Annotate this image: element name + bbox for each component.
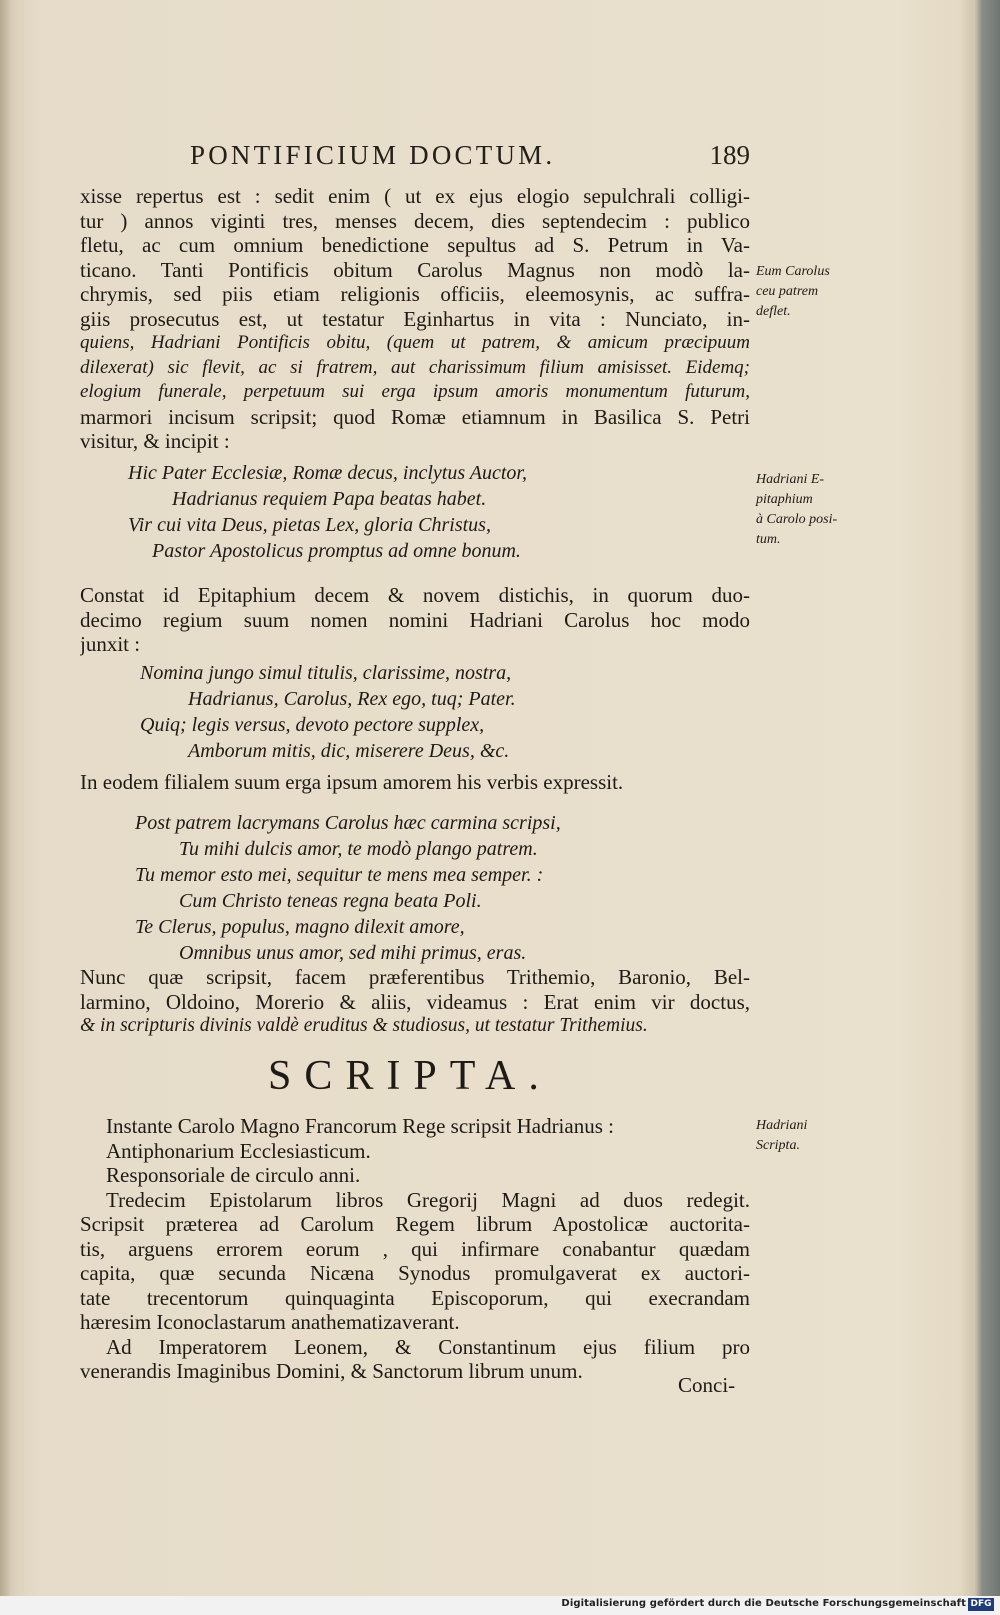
marginal-line: à Carolo posi- xyxy=(756,512,838,527)
paragraph-nunc xyxy=(80,965,750,1039)
text-line: chrymis, sed piis etiam religionis officiis, eleemosynis, ac suffra- xyxy=(80,282,750,306)
text-line: capita, quæ secunda Nicæna Synodus promulgaverat ex auctori- xyxy=(80,1261,750,1285)
verse-line: Nomina jungo simul titulis, clarissime, nostra, xyxy=(140,662,512,684)
verse-line: Post patrem lacrymans Carolus hæc carmina scripsi, xyxy=(135,812,561,834)
marginal-line: Scripta. xyxy=(756,1138,800,1153)
verse-line: Hadrianus, Carolus, Rex ego, tuq; Pater. xyxy=(188,688,516,710)
text-line: visitur, & incipit : xyxy=(80,429,230,453)
verse-line: Amborum mitis, dic, miserere Deus, &c. xyxy=(188,740,510,762)
paragraph-eum-carolus xyxy=(80,184,750,454)
text-line: marmori incisum scripsit; quod Romæ etiamnum in Basilica S. Petri xyxy=(80,404,750,429)
running-title: PONTIFICIUM DOCTUM. xyxy=(190,140,556,170)
text-line: Responsoriale de circulo anni. xyxy=(106,1163,361,1187)
verse-line: Quiq; legis versus, devoto pectore supplex, xyxy=(140,714,485,736)
text-line: venerandis Imaginibus Domini, & Sanctorum librum unum. xyxy=(80,1359,583,1383)
text-line: In eodem filialem suum erga ipsum amorem his verbis expressit. xyxy=(80,770,624,794)
page-number: 189 xyxy=(709,140,750,170)
marginal-line: tum. xyxy=(756,532,781,547)
verse-line: Cum Christo teneas regna beata Poli. xyxy=(179,890,482,912)
text-line: decimo regium suum nomen nomini Hadriani Carolus hoc modo xyxy=(80,607,750,632)
catchword: Conci- xyxy=(678,1373,736,1397)
text-line: hæresim Iconoclastarum anathematizaverant. xyxy=(80,1310,460,1334)
paragraph-constat xyxy=(80,583,750,657)
text-line: Scripsit præterea ad Carolum Regem librum Apostolicæ auctorita- xyxy=(80,1212,750,1236)
verse-line: Omnibus unus amor, sed mihi primus, eras. xyxy=(179,942,527,964)
text-line: giis prosecutus est, ut testatur Eginhartus in vita : Nunciato, in- xyxy=(80,306,750,331)
marginal-note-epitaphium xyxy=(756,470,866,550)
text-line: junxit : xyxy=(80,632,141,656)
text-line: Instante Carolo Magno Francorum Rege scripsit Hadrianus : xyxy=(106,1114,614,1138)
text-line: & in scripturis divinis valdè eruditus & studiosus, ut testatur Trithemius. xyxy=(80,1015,648,1036)
verse-post-patrem xyxy=(135,810,561,966)
text-line: dilexerat) sic flevit, ac si fratrem, aut charissimum filium amisisset. Eidemq; xyxy=(80,356,750,378)
marginal-line: deflet. xyxy=(756,304,791,319)
text-line: Antiphonarium Ecclesiasticum. xyxy=(106,1138,371,1163)
verse-line: Hic Pater Ecclesiæ, Romæ decus, inclytus Auctor, xyxy=(128,462,527,484)
marginal-line: Eum Carolus xyxy=(756,264,830,279)
marginal-note-eum-carolus xyxy=(756,262,866,322)
dfg-logo: DFG xyxy=(968,1598,994,1611)
text-line: Ad Imperatorem Leonem, & Constantinum ejus filium pro xyxy=(106,1334,750,1359)
verse-line: Vir cui vita Deus, pietas Lex, gloria Christus, xyxy=(128,514,491,536)
scripta-list xyxy=(80,1114,750,1384)
text-line: quiens, Hadriani Pontificis obitu, (quem ut patrem, & amicum præcipuum xyxy=(80,332,750,353)
marginal-line: Hadriani E- xyxy=(756,472,825,487)
text-line: tur ) annos viginti tres, menses decem, dies septendecim : publico xyxy=(80,208,750,233)
text-line: fletu, ac cum omnium benedictione sepultus ad S. Petrum in Va- xyxy=(80,233,750,257)
text-line: elogium funerale, perpetuum sui erga ipsum amoris monumentum futurum, xyxy=(80,381,750,402)
verse-nomina xyxy=(140,660,516,764)
page-gutter xyxy=(0,0,12,1615)
text-line: larmino, Oldoino, Morerio & aliis, videamus : Erat enim vir doctus, xyxy=(80,989,750,1014)
text-line: tate trecentorum quinquaginta Episcoporum, qui execrandam xyxy=(80,1285,750,1310)
text-line: ticano. Tanti Pontificis obitum Carolus Magnus non modò la- xyxy=(80,257,750,282)
section-title: SCRIPTA. xyxy=(268,1053,552,1099)
text-line: Tredecim Epistolarum libros Gregorij Magni ad duos redegit. xyxy=(106,1187,750,1212)
text-line: tis, arguens errorem eorum , qui infirmare conabantur quædam xyxy=(80,1236,750,1261)
marginal-note-scripta xyxy=(756,1116,866,1156)
verse-line: Tu mihi dulcis amor, te modò plango patrem. xyxy=(179,838,538,860)
marginal-line: ceu patrem xyxy=(756,284,819,299)
verse-line: Te Clerus, populus, magno dilexit amore, xyxy=(135,916,465,938)
text-line: Nunc quæ scripsit, facem præferentibus Trithemio, Baronio, Bel- xyxy=(80,965,750,989)
marginal-line: pitaphium xyxy=(756,492,813,507)
text-line: Constat id Epitaphium decem & novem distichis, in quorum duo- xyxy=(80,583,750,607)
verse-line: Tu memor esto mei, sequitur te mens mea semper. : xyxy=(135,864,544,886)
paragraph-in-eodem xyxy=(80,770,750,795)
marginal-line: Hadriani xyxy=(756,1118,808,1133)
verse-epitaph xyxy=(128,460,527,564)
verse-line: Pastor Apostolicus promptus ad omne bonum. xyxy=(152,540,521,562)
verse-line: Hadrianus requiem Papa beatas habet. xyxy=(172,488,487,510)
footer-credit: Digitalisierung gefördert durch die Deutsche Forschungsgemeinschaft xyxy=(561,1598,966,1609)
running-header xyxy=(190,140,750,180)
text-line: xisse repertus est : sedit enim ( ut ex ejus elogio sepulchrali colligi- xyxy=(80,184,750,208)
